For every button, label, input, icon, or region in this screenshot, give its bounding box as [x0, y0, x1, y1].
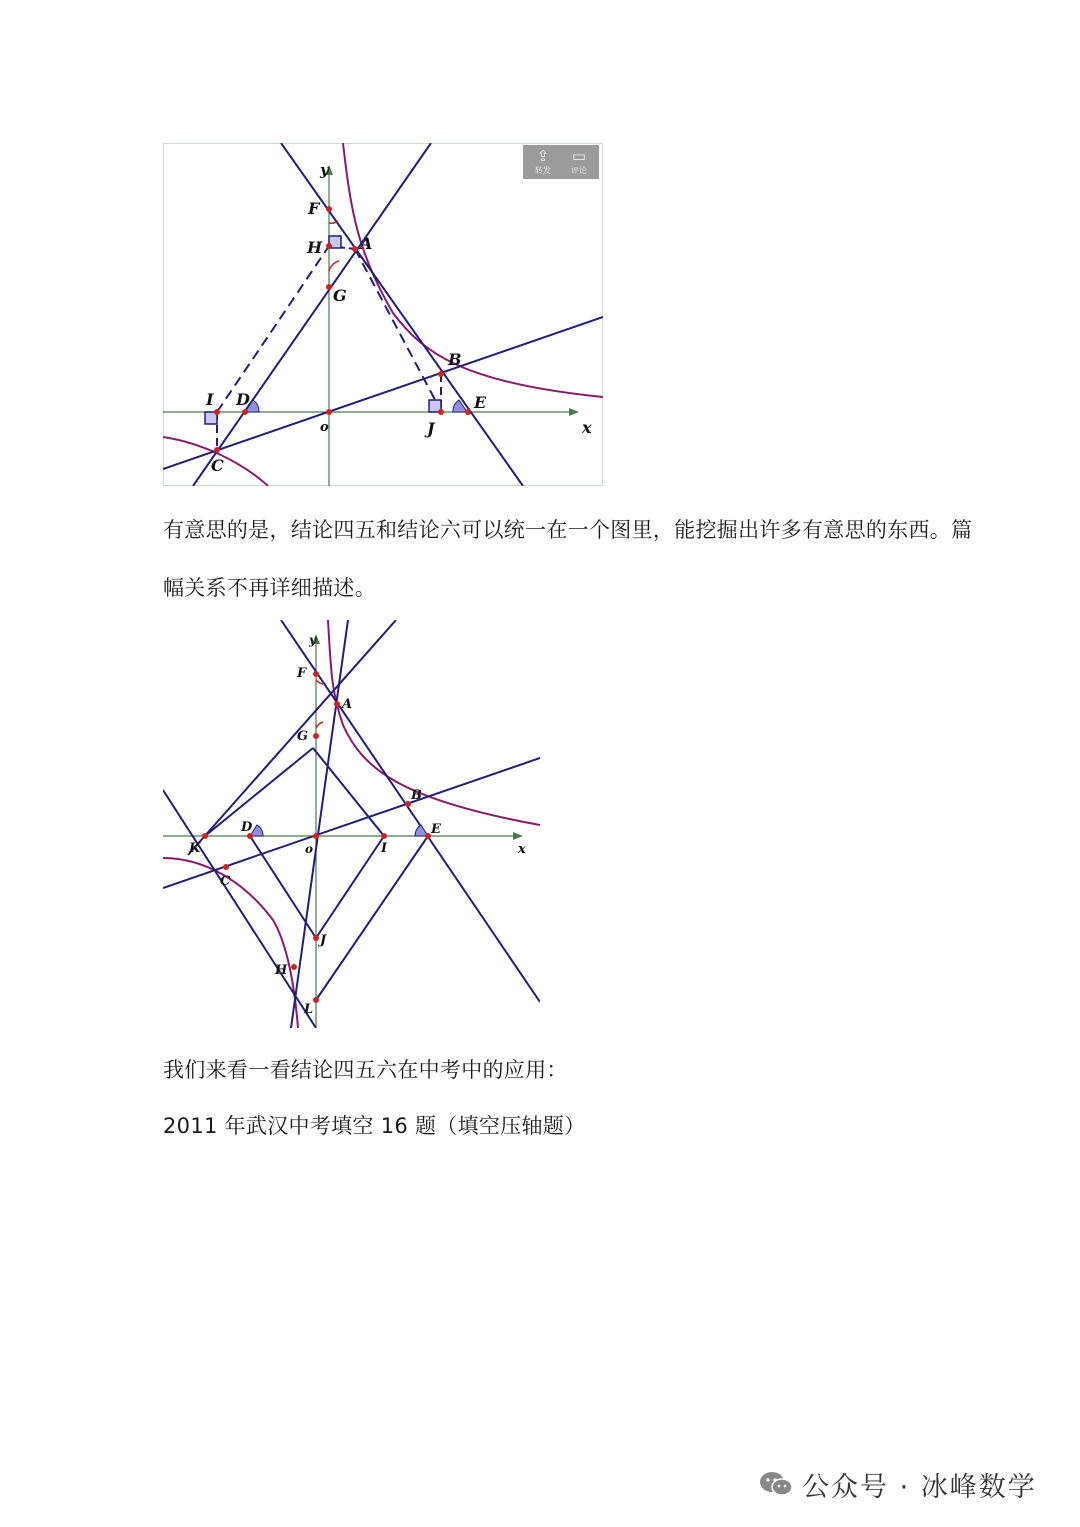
paragraph-4: 2011 年武汉中考填空 16 题（填空压轴题）: [163, 1114, 586, 1138]
point-B: [438, 371, 444, 377]
label-E: E: [474, 393, 487, 412]
figure-toolbar: [523, 145, 599, 179]
label-2-J: J: [320, 933, 327, 948]
point-2-C: [223, 864, 229, 870]
label-x: x: [582, 418, 592, 437]
point-G: [326, 284, 332, 290]
point-2-G: [313, 733, 319, 739]
label-2-C: C: [220, 874, 231, 889]
point-2-H: [291, 964, 297, 970]
point-2-J: [313, 935, 319, 941]
label-2-B: B: [411, 788, 422, 803]
share-button[interactable]: [525, 147, 561, 177]
point-2-F: [313, 671, 319, 677]
figure-1: [163, 143, 603, 486]
footer-text: 公众号 · 冰峰数学: [802, 1471, 1037, 1503]
paragraph-2: 幅关系不再详细描述。: [163, 576, 376, 600]
label-o: o: [320, 420, 329, 435]
label-B: B: [448, 350, 462, 369]
comment-label: 评论: [571, 166, 587, 175]
line-2-GK: [205, 748, 313, 836]
x-axis-2-arrow: [513, 832, 523, 840]
point-H: [326, 243, 332, 249]
label-2-D: D: [241, 820, 253, 835]
point-2-O: [313, 833, 319, 839]
figure-2-diagram: [163, 620, 540, 1028]
label-2-A: A: [342, 697, 353, 712]
label-2-L: L: [304, 1002, 314, 1017]
hyperbola-2-left: [163, 858, 298, 1028]
label-2-G: G: [297, 729, 309, 744]
label-2-H: H: [275, 963, 288, 978]
wechat-icon: [758, 1470, 794, 1498]
label-H: H: [307, 238, 323, 257]
paragraph-1: 有意思的是，结论四五和结论六可以统一在一个图里，能挖掘出许多有意思的东西。篇: [163, 518, 973, 542]
label-J: J: [427, 419, 435, 438]
share-label: 转发: [535, 166, 551, 175]
label-D: D: [236, 390, 250, 409]
label-2-y: y: [309, 633, 316, 647]
paragraph-3: 我们来看一看结论四五六在中考中的应用：: [163, 1058, 568, 1082]
label-2-K: K: [189, 841, 201, 856]
point-2-I: [381, 833, 387, 839]
label-2-E: E: [431, 822, 441, 837]
line-2-EL: [316, 836, 428, 1000]
label-A: A: [360, 234, 373, 253]
label-F: F: [308, 199, 320, 218]
footer-watermark: [758, 1466, 1037, 1502]
label-y: y: [320, 161, 329, 179]
point-2-L: [313, 997, 319, 1003]
figure-1-diagram: [163, 143, 603, 486]
point-F: [326, 206, 332, 212]
label-G: G: [333, 286, 347, 305]
line-2-KL: [163, 790, 316, 1028]
label-2-I: I: [381, 841, 388, 856]
label-I: I: [206, 390, 214, 409]
label-C: C: [211, 456, 224, 475]
point-D: [242, 409, 248, 415]
point-C: [214, 447, 220, 453]
label-2-o: o: [305, 842, 314, 856]
comment-button[interactable]: [561, 147, 597, 177]
line-2-IJ: [316, 836, 384, 938]
figure-2: [163, 620, 540, 1028]
point-E: [465, 409, 471, 415]
label-2-F: F: [297, 666, 307, 681]
share-icon: ⇪: [536, 147, 550, 165]
point-I: [214, 409, 220, 415]
label-2-x: x: [518, 842, 526, 857]
angle-2-G: [316, 722, 323, 728]
point-J: [438, 409, 444, 415]
point-2-A: [334, 701, 340, 707]
line-2-AK: [188, 620, 396, 855]
point-2-K: [202, 833, 208, 839]
comment-icon: ▭: [571, 147, 587, 165]
point-A: [352, 246, 358, 252]
point-O: [326, 409, 332, 415]
